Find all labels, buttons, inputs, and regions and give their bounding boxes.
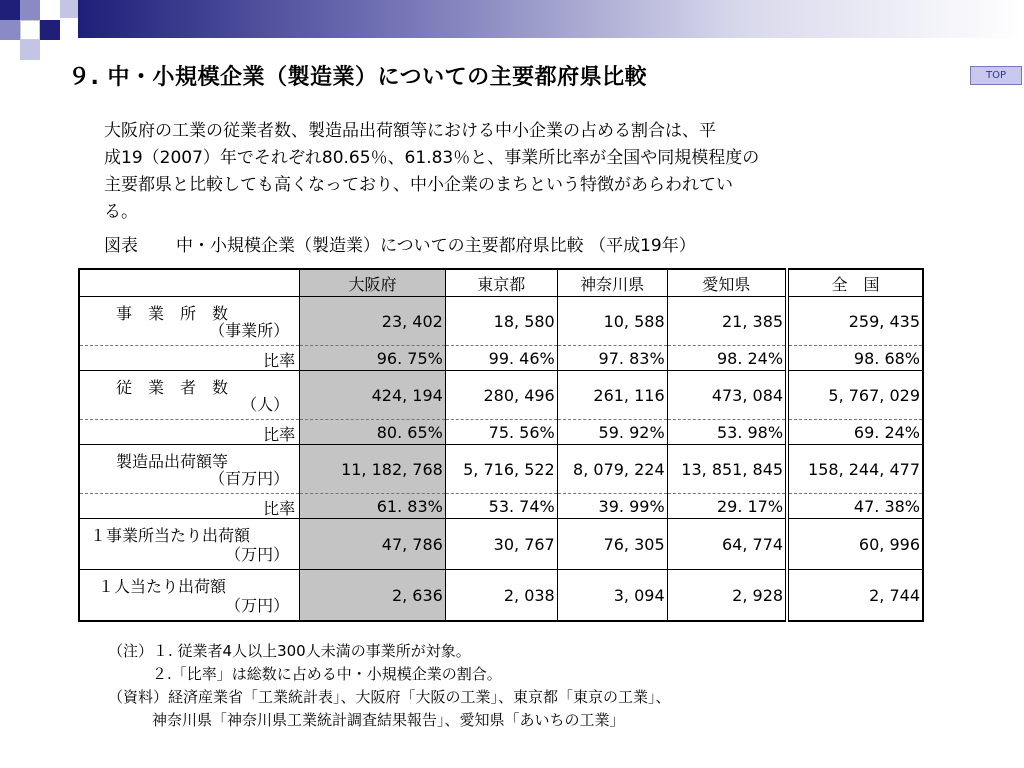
cell: 59. 92% xyxy=(557,420,667,445)
cell: 96. 75% xyxy=(300,346,446,371)
header-aichi: 愛知県 xyxy=(667,269,787,297)
table-row xyxy=(79,494,923,519)
decor-square xyxy=(60,0,78,18)
note-line: （注）１. 従業者4人以上300人未満の事業所が対象。 xyxy=(108,642,471,660)
paragraph-line: る。 xyxy=(104,202,138,222)
cell: 5, 716, 522 xyxy=(445,445,557,494)
row-label: 比率 xyxy=(79,494,300,519)
table-row xyxy=(79,519,923,570)
row-label: １人当たり出荷額 （万円） xyxy=(79,570,300,622)
cell: 21, 385 xyxy=(667,297,787,346)
row-label: 比率 xyxy=(79,420,300,445)
cell: 53. 98% xyxy=(667,420,787,445)
row-label: 製造品出荷額等 （百万円） xyxy=(79,445,300,494)
cell: 98. 68% xyxy=(787,346,923,371)
header-tokyo: 東京都 xyxy=(445,269,557,297)
cell: 64, 774 xyxy=(667,519,787,570)
cell: 47, 786 xyxy=(300,519,446,570)
intro-paragraph xyxy=(104,118,904,226)
table-row xyxy=(79,420,923,445)
cell: 2, 744 xyxy=(787,570,923,622)
decor-square xyxy=(20,40,40,60)
cell: 61. 83% xyxy=(300,494,446,519)
cell: 2, 636 xyxy=(300,570,446,622)
note-line: （資料）経済産業省「工業統計表」、大阪府「大阪の工業」、東京都「東京の工業」、 xyxy=(108,688,671,706)
cell: 11, 182, 768 xyxy=(300,445,446,494)
decor-square xyxy=(40,20,60,40)
cell: 13, 851, 845 xyxy=(667,445,787,494)
cell: 259, 435 xyxy=(787,297,923,346)
cell: 473, 084 xyxy=(667,371,787,420)
row-label: １事業所当たり出荷額 （万円） xyxy=(79,519,300,570)
caption-text: 中・小規模企業（製造業）についての主要都府県比較 （平成19年） xyxy=(176,236,696,256)
cell: 30, 767 xyxy=(445,519,557,570)
cell: 75. 56% xyxy=(445,420,557,445)
cell: 18, 580 xyxy=(445,297,557,346)
table-row xyxy=(79,371,923,420)
cell: 53. 74% xyxy=(445,494,557,519)
cell: 98. 24% xyxy=(667,346,787,371)
top-button[interactable]: TOP xyxy=(970,66,1022,85)
header-kanagawa: 神奈川県 xyxy=(557,269,667,297)
header-blank xyxy=(79,269,300,297)
cell: 97. 83% xyxy=(557,346,667,371)
cell: 158, 244, 477 xyxy=(787,445,923,494)
cell: 76, 305 xyxy=(557,519,667,570)
cell: 5, 767, 029 xyxy=(787,371,923,420)
row-label: 比率 xyxy=(79,346,300,371)
cell: 80. 65% xyxy=(300,420,446,445)
cell: 69. 24% xyxy=(787,420,923,445)
table-row xyxy=(79,570,923,622)
caption-label: 図表 xyxy=(104,236,138,256)
table-row xyxy=(79,297,923,346)
decor-square xyxy=(0,0,20,20)
cell: 280, 496 xyxy=(445,371,557,420)
cell: 60, 996 xyxy=(787,519,923,570)
cell: 8, 079, 224 xyxy=(557,445,667,494)
cell: 10, 588 xyxy=(557,297,667,346)
decor-square xyxy=(20,0,40,20)
decor-square xyxy=(20,20,40,40)
figure-caption xyxy=(104,231,696,256)
cell: 261, 116 xyxy=(557,371,667,420)
table-row xyxy=(79,346,923,371)
paragraph-line: 大阪府の工業の従業者数、製造品出荷額等における中小企業の占める割合は、平 xyxy=(104,121,716,141)
paragraph-line: 成19（2007）年でそれぞれ80.65％、61.83％と、事業所比率が全国や同規模程度の xyxy=(104,148,760,168)
header-osaka: 大阪府 xyxy=(300,269,446,297)
cell: 99. 46% xyxy=(445,346,557,371)
header-national: 全 国 xyxy=(787,269,923,297)
cell: 23, 402 xyxy=(300,297,446,346)
cell: 2, 038 xyxy=(445,570,557,622)
cell: 39. 99% xyxy=(557,494,667,519)
cell: 424, 194 xyxy=(300,371,446,420)
cell: 47. 38% xyxy=(787,494,923,519)
cell: 29. 17% xyxy=(667,494,787,519)
row-label: 事 業 所 数 （事業所） xyxy=(79,297,300,346)
cell: 3, 094 xyxy=(557,570,667,622)
table-row xyxy=(79,445,923,494)
row-label: 従 業 者 数 （人） xyxy=(79,371,300,420)
paragraph-line: 主要都県と比較しても高くなっており、中小企業のまちという特徴があらわれてい xyxy=(104,175,733,195)
header-row xyxy=(79,269,923,297)
note-line: 神奈川県「神奈川県工業統計調査結果報告」、愛知県「あいちの工業」 xyxy=(152,711,625,729)
header-gradient-bar xyxy=(78,0,1024,38)
cell: 2, 928 xyxy=(667,570,787,622)
page-title: ９. 中・小規模企業（製造業）についての主要都府県比較 xyxy=(68,65,648,90)
decor-square xyxy=(0,20,20,40)
footnotes xyxy=(108,640,671,732)
comparison-table xyxy=(78,268,924,622)
note-line: ２.「比率」は総数に占める中・小規模企業の割合。 xyxy=(152,665,502,683)
